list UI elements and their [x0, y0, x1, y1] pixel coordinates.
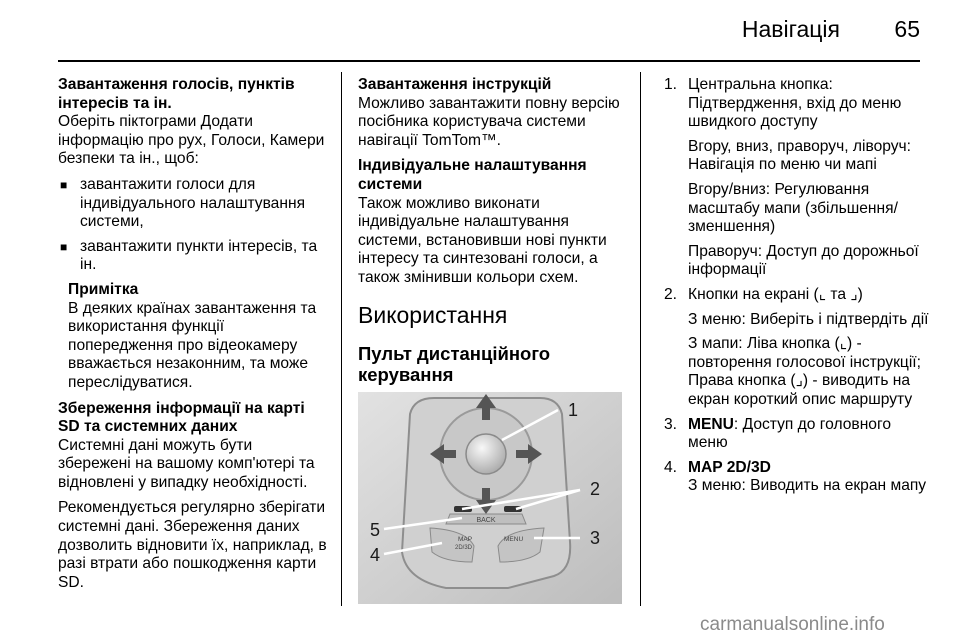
- paragraph-save-2: Рекомендується регулярно зберігати системні дані. Збереження даних дозволить відновити їх, наприклад, в разі втрати або пошкодження карти SD.: [58, 499, 327, 591]
- item-line: З мапи: Ліва кнопка (⌞) - повторення голосової інструкції; Права кнопка (⌟) - виводить на екран короткий опис маршруту: [688, 335, 921, 408]
- heading-save: Збереження інформації на карті SD та системних даних: [58, 399, 305, 436]
- heading-instructions: Завантаження інструкцій: [358, 76, 552, 93]
- column-2: [358, 76, 626, 393]
- item-line: Вгору/вниз: Регулювання масштабу мапи (збільшення/ зменшення): [688, 180, 898, 236]
- list-item: [664, 76, 932, 280]
- arrow-right-stem: [516, 450, 528, 458]
- callout-2: 2: [590, 479, 601, 499]
- bullet-square-icon: ■: [60, 177, 68, 192]
- column-3: [664, 76, 932, 502]
- callout-5: 5: [370, 520, 381, 540]
- watermark: carmanualsonline.info: [700, 614, 885, 635]
- note-title: Примітка: [68, 280, 139, 298]
- item-line: Вгору, вниз, праворуч, ліворуч: Навігація по меню чи мапі: [688, 137, 911, 174]
- column-1: [58, 76, 328, 599]
- map-key-label: MAP 2D/3D: [688, 458, 771, 476]
- item-line: З меню: Виводить на екран мапу: [688, 477, 927, 495]
- menu-button-label: MENU: [504, 536, 524, 543]
- item-title: Кнопки на екрані (⌞ та ⌟): [688, 285, 863, 303]
- heading-use: Використання: [358, 301, 508, 328]
- menu-key-label: MENU: [688, 415, 734, 433]
- column-divider-1: [341, 72, 342, 606]
- page-number: 65: [894, 16, 920, 42]
- back-button-label: BACK: [476, 517, 496, 524]
- item-line: З меню: Виберіть і підтвердіть дії: [688, 310, 929, 328]
- arrow-up-stem: [482, 408, 490, 420]
- map-button-label: MAP: [458, 536, 473, 543]
- column-divider-2: [640, 72, 641, 606]
- list-item: [58, 238, 328, 275]
- item-number: 3.: [664, 415, 678, 433]
- list-item: [664, 416, 932, 453]
- remote-control-illustration: [358, 392, 622, 604]
- note: [68, 281, 328, 393]
- item-text: : Доступ до головного меню: [688, 415, 891, 452]
- paragraph-instructions: Можливо завантажити повну версію посібника користувача системи навігації TomTom™.: [358, 94, 620, 149]
- callout-3: 3: [590, 528, 601, 548]
- bullet-text: завантажити пункти інтересів, та ін.: [80, 237, 318, 274]
- center-button: [466, 434, 506, 474]
- list-item: [58, 176, 328, 232]
- arrow-left-stem: [444, 450, 456, 458]
- header-title: Навігація: [741, 16, 840, 42]
- paragraph-save-1: Системні дані можуть бути збережені на вашому комп'ютері та відновлені у випадку необхідності.: [58, 436, 315, 491]
- list-item: [664, 286, 932, 410]
- heading-custom: Індивідуальне налаштування системи: [358, 157, 587, 193]
- item-number: 2.: [664, 285, 678, 303]
- item-number: 1.: [664, 76, 678, 93]
- item-number: 4.: [664, 458, 678, 476]
- item-title: Центральна кнопка:: [688, 76, 833, 93]
- paragraph-custom: Також можливо виконати індивідуальне налаштування системи, встановивши нові пункти інтересу та синтезовані голоси, а також змінивши кольори схем.: [358, 194, 607, 286]
- bullet-text: завантажити голоси для індивідуального налаштування системи,: [80, 175, 306, 231]
- remote-control-figure: [358, 392, 622, 604]
- heading-download-voices: Завантаження голосів, пунктів інтересів та ін.: [58, 76, 295, 112]
- item-line: Підтвердження, вхід до меню швидкого доступу: [688, 94, 902, 131]
- header-rule: [58, 60, 920, 62]
- item-line: Праворуч: Доступ до дорожньої інформації: [688, 242, 919, 279]
- heading-remote: Пульт дистанційного керування: [358, 342, 551, 385]
- callout-4: 4: [370, 545, 381, 565]
- bullet-square-icon: ■: [60, 239, 68, 254]
- map-2d3d-label: 2D/3D: [455, 545, 473, 551]
- list-item: [664, 459, 932, 496]
- paragraph-download: Оберіть піктограми Додати інформацію про рух, Голоси, Камери безпеки та ін., щоб:: [58, 113, 325, 168]
- note-text: В деяких країнах завантаження та використання функції попередження про відеокамеру вважається незаконним, та може переслідуватися.: [68, 299, 317, 391]
- arrow-down-stem: [482, 488, 490, 500]
- callout-1: 1: [568, 400, 579, 420]
